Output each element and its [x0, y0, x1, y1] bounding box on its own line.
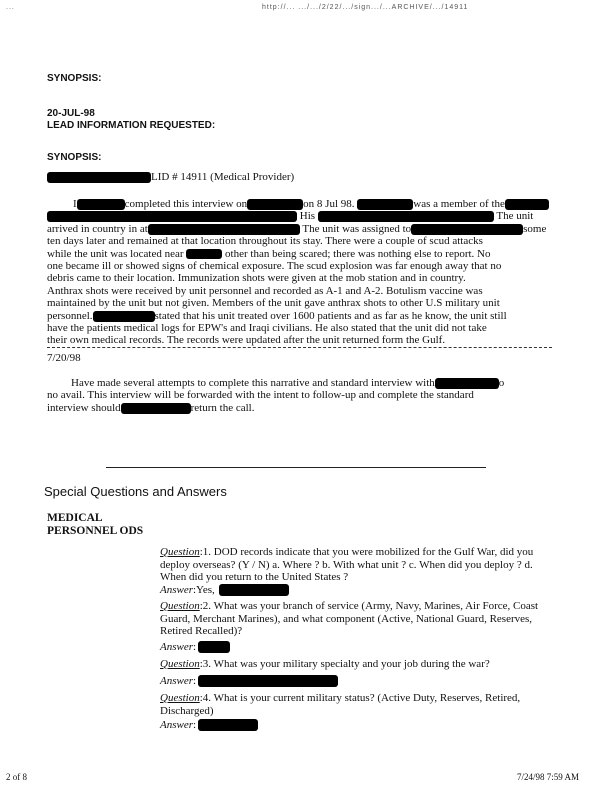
- redaction: [186, 249, 222, 259]
- dashed-divider: [47, 347, 552, 348]
- question-text: :2. What was your branch of service (Army, Navy, Marines, Air Force, Coast Guard, Merchant Marines), and what component (Active, National Guard, Reserves, Retired Recalled)?: [160, 600, 539, 637]
- question-text: :3. What was your military specialty and your job during the war?: [199, 658, 490, 670]
- narrative: [47, 198, 567, 347]
- answer-label: Answer: [160, 641, 193, 653]
- question-label: Question: [160, 658, 200, 670]
- print-timestamp: 7/24/98 7:59 AM: [517, 772, 580, 782]
- narrative-line: personnel. stated that his unit treated over 1600 patients and as far as he know, the unit still: [47, 309, 507, 322]
- narrative-line: ten days later and remained at that location throughout its stay. There were a couple of scud attacks: [47, 235, 483, 248]
- redaction: [357, 199, 413, 210]
- narrative-line: arrived in country in at The unit was assigned to some: [47, 222, 547, 235]
- narrative-line: while the unit was located near other than being scared; there was nothing else to report. No: [47, 247, 491, 260]
- redaction: [318, 211, 494, 222]
- answer-label: Answer: [160, 675, 193, 687]
- followup-line: no avail. This interview will be forwarded with the intent to follow-up and complete the standard: [47, 389, 474, 402]
- answer-1: [160, 584, 540, 597]
- header-url: http://... .../.../2/22/.../sign.../...ARCHIVE/.../14911: [262, 4, 469, 11]
- lid-text: LID # 14911 (Medical Provider): [151, 171, 295, 183]
- redaction: [198, 641, 230, 653]
- answer-text: :: [193, 719, 197, 731]
- lead-information-heading: LEAD INFORMATION REQUESTED:: [47, 120, 216, 131]
- lead-date: 20-JUL-98: [47, 108, 95, 119]
- answer-text: :: [193, 641, 197, 653]
- redaction: [219, 584, 289, 596]
- answer-text: :Yes,: [193, 584, 215, 596]
- question-4: [160, 692, 540, 717]
- narrative-line: I completed this interview on on 8 Jul 98. was a member of the: [47, 198, 567, 210]
- question-1: [160, 546, 540, 584]
- answer-text: :: [193, 675, 197, 687]
- redaction: [93, 311, 155, 322]
- answer-label: Answer: [160, 584, 193, 596]
- narrative-line: maintained by the unit but not given. Members of the unit gave anthrax shots to other U.S military unit: [47, 297, 500, 310]
- question-3: [160, 658, 540, 671]
- question-text: :4. What is your current military status? (Active Duty, Reserves, Retired, Discharged): [160, 692, 521, 717]
- category-medical: MEDICAL: [47, 512, 103, 524]
- followup-paragraph: [47, 377, 567, 414]
- question-label: Question: [160, 600, 200, 612]
- redaction: [247, 199, 303, 210]
- redaction: [198, 719, 258, 731]
- answer-3: [160, 675, 540, 688]
- category-personnel-ods: PERSONNEL ODS: [47, 525, 144, 537]
- narrative-line: their own medical records. The records were updated after the unit returned form the Gulf.: [47, 334, 446, 347]
- narrative-line: debris came to their location. Immunization shots were given at the mob station and in country.: [47, 272, 466, 285]
- synopsis-heading: SYNOPSIS:: [47, 73, 102, 84]
- narrative-line: Anthrax shots were received by unit personnel and recorded as A-1 and A-2. Botulism vaccine was: [47, 284, 483, 297]
- question-label: Question: [160, 546, 200, 558]
- section-title: Special Questions and Answers: [44, 484, 227, 499]
- lid-line: [47, 171, 294, 183]
- question-text: :1. DOD records indicate that you were mobilized for the Gulf War, did you deploy overseas? (Y / N) a. Where ? b. With what unit ? c. When did you deploy ? d. When did you return to the United States ?: [160, 546, 534, 583]
- synopsis-heading-2: SYNOPSIS:: [47, 152, 102, 163]
- redaction: [411, 224, 523, 235]
- header-left: ...: [6, 4, 15, 11]
- narrative-line: His The unit: [47, 210, 567, 222]
- question-2: [160, 600, 540, 638]
- redaction: [435, 378, 499, 389]
- redaction: [121, 403, 191, 414]
- redaction: [47, 211, 297, 222]
- answer-4: [160, 719, 540, 732]
- redaction: [148, 224, 300, 235]
- answer-2: [160, 641, 540, 654]
- narrative-line: one became ill or showed signs of chemical exposure. The scud explosion was far enough away that no: [47, 260, 502, 273]
- section-divider: [106, 467, 486, 468]
- redaction: [47, 172, 151, 183]
- followup-line: Have made several attempts to complete this narrative and standard interview with o: [71, 377, 505, 389]
- followup-line: interview should return the call.: [47, 401, 255, 414]
- redaction: [198, 675, 338, 687]
- followup-date: 7/20/98: [47, 352, 81, 364]
- redaction: [77, 199, 125, 210]
- answer-label: Answer: [160, 719, 193, 731]
- question-label: Question: [160, 692, 200, 704]
- redaction: [505, 199, 549, 210]
- page-number: 2 of 8: [6, 772, 27, 782]
- narrative-line: have the patients medical logs for EPW's and Iraqi civilians. He also stated that the unit did not take: [47, 322, 487, 335]
